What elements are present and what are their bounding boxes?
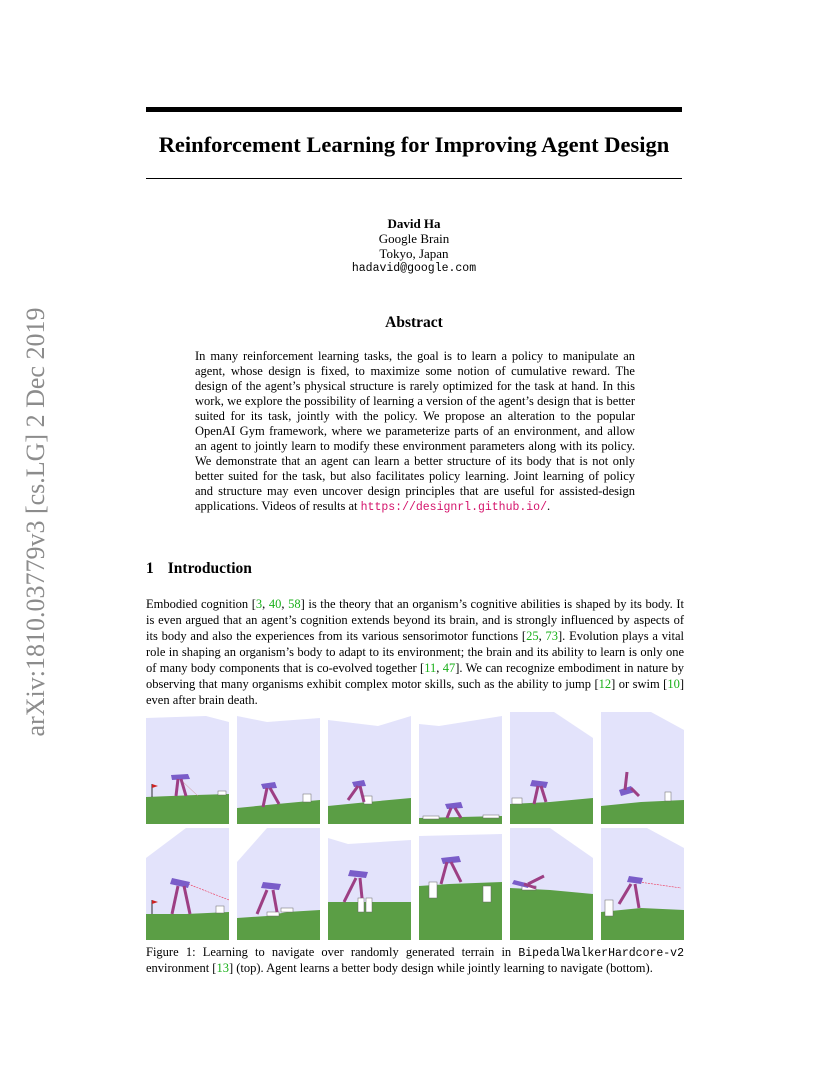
figure-panel-top-3 — [328, 712, 411, 824]
figure-panel-bottom-3 — [328, 828, 411, 940]
citation-link[interactable]: 73 — [545, 629, 558, 643]
title-rule-bottom — [146, 178, 682, 179]
environment-name: BipedalWalkerHardcore-v2 — [518, 947, 684, 960]
figure-panel-top-1 — [146, 712, 229, 824]
intro-text: ]. We can recognize embodiment in nature by observing that many organisms exhibit complex motor skills, such as the ability to jump [ — [146, 661, 684, 691]
intro-text: , — [281, 597, 289, 611]
figure-panel-top-5 — [510, 712, 593, 824]
intro-text: ] even after brain death. — [146, 677, 684, 707]
author-name: David Ha — [387, 216, 441, 231]
citation-link[interactable]: 12 — [598, 677, 612, 691]
intro-text: Embodied cognition [ — [146, 597, 256, 611]
figure-panel-bottom-2 — [237, 828, 320, 940]
author-block — [146, 216, 682, 276]
abstract-end: . — [547, 499, 551, 513]
intro-text: , — [436, 661, 443, 675]
figure-panel-bottom-6 — [601, 828, 684, 940]
caption-text: Figure 1: Learning to navigate over randomly generated terrain in — [146, 945, 519, 959]
citation-link[interactable]: 11 — [424, 661, 437, 675]
section-number: 1 — [146, 560, 154, 577]
section-heading — [146, 560, 252, 578]
citation-link[interactable]: 13 — [216, 961, 229, 975]
figure-panel-top-6 — [601, 712, 684, 824]
author-affiliation: Google Brain — [378, 231, 450, 246]
videos-link[interactable]: https://designrl.github.io/ — [360, 501, 547, 514]
title-rule-top — [146, 107, 682, 112]
figure-panel-bottom-4 — [419, 828, 502, 940]
author-email[interactable]: hadavid@google.com — [351, 262, 477, 275]
citation-link[interactable]: 10 — [667, 677, 680, 691]
abstract-heading: Abstract — [385, 314, 443, 331]
intro-text: , — [262, 597, 269, 611]
caption-text: environment [ — [146, 961, 217, 975]
intro-text: ]. Evolution plays a vital role in shaping an organism’s body to adapt to its environment; the brain and its ability to learn is only one of many body components that is co-evolved together [ — [146, 629, 684, 675]
intro-paragraph — [146, 596, 684, 708]
section-title: Introduction — [167, 560, 252, 577]
author-location: Tokyo, Japan — [379, 246, 449, 261]
paper-title: Reinforcement Learning for Improving Agent Design — [158, 132, 670, 157]
citation-link[interactable]: 47 — [442, 661, 456, 675]
caption-text: ] (top). Agent learns a better body design while jointly learning to navigate (bottom). — [228, 961, 653, 975]
figure-panel-top-4 — [419, 712, 502, 824]
intro-text: ] is the theory that an organism’s cognitive abilities is shaped by its body. It is even argued that an agent’s cognition extends beyond its brain, and is strongly influenced by aspects of its body and also the experiences from its various sensorimotor functions [ — [146, 597, 685, 643]
citation-link[interactable]: 3 — [255, 597, 263, 611]
figure-1 — [146, 712, 684, 940]
abstract-body — [195, 349, 635, 515]
figure-panel-top-2 — [237, 712, 320, 824]
figure-caption — [146, 945, 684, 976]
figure-panel-bottom-1 — [146, 828, 229, 940]
abstract-text: In many reinforcement learning tasks, the goal is to learn a policy to manipulate an agent, whose design is fixed, to maximize some notion of cumulative reward. The design of the agent’s physical structure is rarely optimized for the task at hand. In this work, we explore the possibility of learning a version of the agent’s design that is better suited for its task, jointly with the policy. We propose an alteration to the popular OpenAI Gym framework, where we parameterize parts of an environment, and allow an agent to jointly learn to modify these environment parameters along with its policy. We demonstrate that an agent can learn a better structure of its body that is not only better suited for the task, but also facilitates policy learning. Joint learning of policy and structure may even uncover design principles that are useful for assisted-design applications. Videos of results at — [195, 349, 635, 513]
arxiv-margin-note: arXiv:1810.03779v3 [cs.LG] 2 Dec 2019 — [21, 307, 50, 737]
intro-text: , — [538, 629, 546, 643]
intro-text: ] or swim [ — [611, 677, 668, 691]
citation-link[interactable]: 40 — [268, 597, 282, 611]
citation-link[interactable]: 25 — [526, 629, 539, 643]
citation-link[interactable]: 58 — [288, 597, 301, 611]
figure-panel-bottom-5 — [510, 828, 593, 940]
